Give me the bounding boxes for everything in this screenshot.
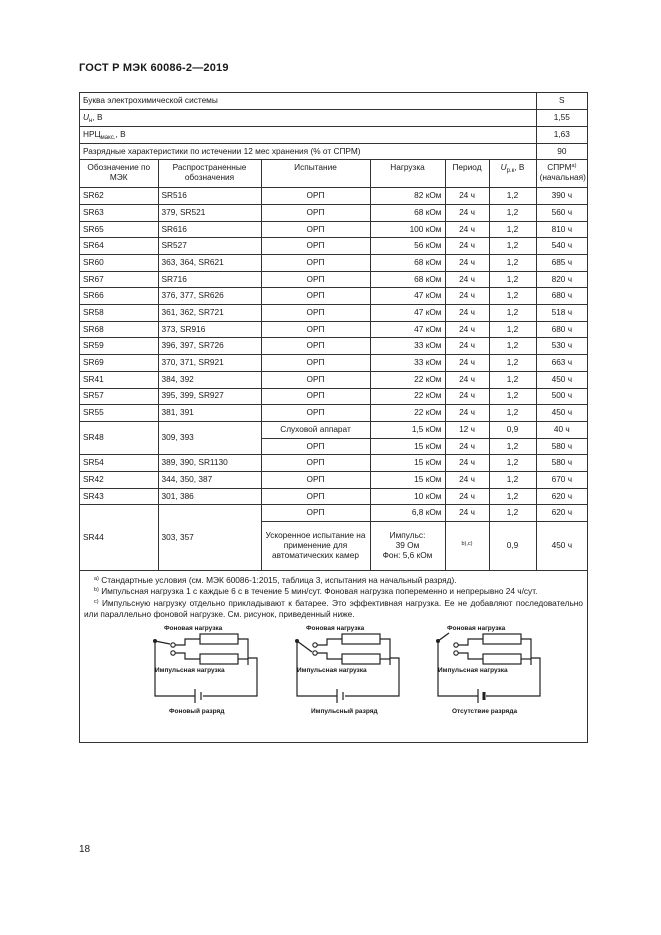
cell-spm: 685 ч — [536, 255, 587, 272]
system-row — [80, 93, 587, 110]
cell-test: ОРП — [261, 405, 370, 422]
header-common: Распространенные обозначения — [158, 160, 261, 188]
header-row — [80, 160, 587, 188]
page-number: 18 — [79, 844, 91, 855]
cell-period: 12 ч — [445, 421, 489, 438]
cell-period: 24 ч — [445, 438, 489, 455]
circuit-diagram — [287, 621, 412, 731]
table-row — [80, 388, 587, 405]
cell-test: ОРП — [261, 321, 370, 338]
cell-period: 24 ч — [445, 355, 489, 372]
cell-test: ОРП — [261, 471, 370, 488]
battery-spec-table — [80, 93, 587, 571]
cell-common: 344, 350, 387 — [158, 471, 261, 488]
table-row — [80, 238, 587, 255]
discharge-label: Разрядные характеристики по истечении 12 мес хранения (% от СПРМ) — [80, 143, 536, 160]
cell-load: 47 кОм — [370, 305, 445, 322]
footnotes — [80, 570, 587, 621]
cell-spm: 810 ч — [536, 221, 587, 238]
cell-designation: SR66 — [80, 288, 158, 305]
cell-load: 33 кОм — [370, 355, 445, 372]
cell-spm: 670 ч — [536, 471, 587, 488]
cell-period: 24 ч — [445, 255, 489, 272]
cell-test: ОРП — [261, 288, 370, 305]
background-load-label: Фоновая нагрузка — [447, 624, 506, 632]
cell-spm: 390 ч — [536, 188, 587, 205]
cell-period: 24 ч — [445, 371, 489, 388]
cell-voltage: 1,2 — [489, 338, 536, 355]
cell-spm: 40 ч — [536, 421, 587, 438]
cell-voltage: 1,2 — [489, 305, 536, 322]
table-row — [80, 455, 587, 472]
cell-load: 10 кОм — [370, 488, 445, 505]
cell-load: 82 кОм — [370, 188, 445, 205]
cell-common: 384, 392 — [158, 371, 261, 388]
cell-voltage: 0,9 — [489, 421, 536, 438]
cell-period: 24 ч — [445, 321, 489, 338]
cell-common: 379, SR521 — [158, 204, 261, 221]
cell-spm: 450 ч — [536, 522, 587, 571]
cell-test: ОРП — [261, 188, 370, 205]
table-row — [80, 288, 587, 305]
footnote-b: $^{b)}$ Импульсная нагрузка 1 с каждые 6 с в течение 5 мин/сут. Фоновая нагрузка попеременно и непрерывно 24 ч/сут. — [94, 586, 538, 597]
table-row — [80, 271, 587, 288]
cell-load: 6,8 кОм — [370, 505, 445, 522]
cell-load: 68 кОм — [370, 271, 445, 288]
cell-common: SR516 — [158, 188, 261, 205]
cell-spm: 620 ч — [536, 505, 587, 522]
cell-test: ОРП — [261, 238, 370, 255]
header-designation: Обозначение по МЭК — [80, 160, 158, 188]
max-ocv-value: 1,63 — [536, 126, 587, 143]
cell-spm: 620 ч — [536, 488, 587, 505]
cell-test: ОРП — [261, 305, 370, 322]
cell-designation: SR48 — [80, 421, 158, 454]
header-test: Испытание — [261, 160, 370, 188]
cell-load: 56 кОм — [370, 238, 445, 255]
cell-load: 22 кОм — [370, 371, 445, 388]
cell-common: 361, 362, SR721 — [158, 305, 261, 322]
discharge-row — [80, 143, 587, 160]
footnote-a: $^{a)}$ Стандартные условия (см. МЭК 60086-1:2015, таблица 3, испытания на начальный разряд). — [94, 575, 457, 585]
table-row — [80, 321, 587, 338]
diagram-caption: Фоновый разряд — [169, 707, 225, 715]
cell-voltage: 1,2 — [489, 255, 536, 272]
cell-spm: 450 ч — [536, 405, 587, 422]
cell-load: 22 кОм — [370, 388, 445, 405]
cell-voltage: 1,2 — [489, 221, 536, 238]
system-value: S — [536, 93, 587, 110]
cell-period: 24 ч — [445, 204, 489, 221]
system-label: Буква электрохимической системы — [80, 93, 536, 110]
cell-common: 395, 399, SR927 — [158, 388, 261, 405]
cell-test: ОРП — [261, 204, 370, 221]
cell-test: ОРП — [261, 505, 370, 522]
background-load-label: Фоновая нагрузка — [306, 624, 365, 632]
cell-load: 47 кОм — [370, 288, 445, 305]
cell-voltage: 1,2 — [489, 471, 536, 488]
cell-designation: SR68 — [80, 321, 158, 338]
cell-designation: SR67 — [80, 271, 158, 288]
cell-period: 24 ч — [445, 271, 489, 288]
cell-period: 24 ч — [445, 488, 489, 505]
cell-period: 24 ч — [445, 471, 489, 488]
table-row — [80, 505, 587, 522]
pulse-load-label: Импульсная нагрузка — [438, 666, 508, 674]
cell-common: 370, 371, SR921 — [158, 355, 261, 372]
cell-designation: SR64 — [80, 238, 158, 255]
cell-spm: 580 ч — [536, 455, 587, 472]
cell-test: ОРП — [261, 388, 370, 405]
table-row — [80, 338, 587, 355]
cell-designation: SR42 — [80, 471, 158, 488]
cell-voltage: 1,2 — [489, 505, 536, 522]
pulse-load-label: Импульсная нагрузка — [297, 666, 367, 674]
nominal-voltage-label: $U_н$, В — [80, 110, 536, 127]
cell-common: SR527 — [158, 238, 261, 255]
cell-test: ОРП — [261, 338, 370, 355]
header-spm: $СПРМ^{а)}$ (начальная) — [536, 160, 587, 188]
cell-spm: 500 ч — [536, 388, 587, 405]
cell-designation: SR41 — [80, 371, 158, 388]
max-ocv-row — [80, 126, 587, 143]
table-row — [80, 355, 587, 372]
cell-spm: 518 ч — [536, 305, 587, 322]
cell-load: 15 кОм — [370, 438, 445, 455]
cell-spm: 680 ч — [536, 321, 587, 338]
cell-test: ОРП — [261, 221, 370, 238]
cell-common: 309, 393 — [158, 421, 261, 454]
cell-designation: SR60 — [80, 255, 158, 272]
cell-load: 47 кОм — [370, 321, 445, 338]
table-row — [80, 204, 587, 221]
cell-period: 24 ч — [445, 455, 489, 472]
circuit-diagram — [428, 621, 553, 731]
cell-voltage: 1,2 — [489, 271, 536, 288]
cell-voltage: 1,2 — [489, 488, 536, 505]
cell-designation: SR59 — [80, 338, 158, 355]
diagram-caption: Отсутствие разряда — [452, 707, 518, 715]
cell-load: Импульс: 39 Ом Фон: 5,6 кОм — [370, 522, 445, 571]
table-row — [80, 471, 587, 488]
cell-designation: SR69 — [80, 355, 158, 372]
cell-load: 15 кОм — [370, 471, 445, 488]
cell-period: 24 ч — [445, 305, 489, 322]
cell-voltage: 0,9 — [489, 522, 536, 571]
cell-designation: SR55 — [80, 405, 158, 422]
table-row — [80, 421, 587, 438]
cell-period: 24 ч — [445, 288, 489, 305]
cell-period: 24 ч — [445, 221, 489, 238]
cell-period: 24 ч — [445, 338, 489, 355]
cell-voltage: 1,2 — [489, 188, 536, 205]
header-period: Период — [445, 160, 489, 188]
cell-common: SR616 — [158, 221, 261, 238]
cell-load: 15 кОм — [370, 455, 445, 472]
cell-voltage: 1,2 — [489, 388, 536, 405]
cell-designation: SR62 — [80, 188, 158, 205]
cell-test: ОРП — [261, 438, 370, 455]
cell-load: 68 кОм — [370, 204, 445, 221]
cell-test: Слуховой аппарат — [261, 421, 370, 438]
cell-period: b),c) — [445, 522, 489, 571]
cell-test: ОРП — [261, 355, 370, 372]
max-ocv-label: $НРЦ_{макс.}$, В — [80, 126, 536, 143]
cell-test: ОРП — [261, 488, 370, 505]
cell-load: 22 кОм — [370, 405, 445, 422]
cell-spm: 560 ч — [536, 204, 587, 221]
cell-voltage: 1,2 — [489, 288, 536, 305]
cell-common: 396, 397, SR726 — [158, 338, 261, 355]
cell-test: ОРП — [261, 455, 370, 472]
header-voltage: $U_{р.к}$, В — [489, 160, 536, 188]
cell-voltage: 1,2 — [489, 238, 536, 255]
cell-voltage: 1,2 — [489, 204, 536, 221]
cell-period: 24 ч — [445, 405, 489, 422]
pulse-load-label: Импульсная нагрузка — [155, 666, 225, 674]
cell-common: 303, 357 — [158, 505, 261, 571]
cell-voltage: 1,2 — [489, 405, 536, 422]
cell-period: 24 ч — [445, 188, 489, 205]
table-row — [80, 488, 587, 505]
footnote-c: $^{c)}$ Импульсную нагрузку отдельно прикладывают к батарее. Это эффективная нагрузка. Ее не добавляют последовательно или параллельно фоновой нагрузке. См. рисунок, приведенный ниже. — [84, 597, 583, 620]
table-row — [80, 188, 587, 205]
cell-test: ОРП — [261, 255, 370, 272]
cell-spm: 680 ч — [536, 288, 587, 305]
cell-designation: SR43 — [80, 488, 158, 505]
cell-common: 376, 377, SR626 — [158, 288, 261, 305]
table-row — [80, 371, 587, 388]
cell-spm: 450 ч — [536, 371, 587, 388]
cell-common: 363, 364, SR621 — [158, 255, 261, 272]
cell-period: 24 ч — [445, 238, 489, 255]
cell-voltage: 1,2 — [489, 438, 536, 455]
standard-title: ГОСТ Р МЭК 60086-2—2019 — [79, 62, 229, 74]
header-load: Нагрузка — [370, 160, 445, 188]
cell-designation: SR57 — [80, 388, 158, 405]
cell-voltage: 1,2 — [489, 455, 536, 472]
cell-load: 33 кОм — [370, 338, 445, 355]
cell-test: Ускоренное испытание на применение для автоматических камер — [261, 522, 370, 571]
cell-load: 1,5 кОм — [370, 421, 445, 438]
cell-load: 68 кОм — [370, 255, 445, 272]
cell-spm: 820 ч — [536, 271, 587, 288]
cell-test: ОРП — [261, 371, 370, 388]
cell-voltage: 1,2 — [489, 371, 536, 388]
cell-designation: SR65 — [80, 221, 158, 238]
discharge-value: 90 — [536, 143, 587, 160]
table-row — [80, 305, 587, 322]
cell-spm: 663 ч — [536, 355, 587, 372]
circuit-diagrams — [80, 621, 587, 733]
cell-period: 24 ч — [445, 505, 489, 522]
cell-load: 100 кОм — [370, 221, 445, 238]
cell-period: 24 ч — [445, 388, 489, 405]
cell-voltage: 1,2 — [489, 355, 536, 372]
cell-common: 301, 386 — [158, 488, 261, 505]
cell-common: 373, SR916 — [158, 321, 261, 338]
diagram-caption: Импульсный разряд — [311, 707, 378, 715]
cell-spm: 530 ч — [536, 338, 587, 355]
table-row — [80, 405, 587, 422]
cell-spm: 580 ч — [536, 438, 587, 455]
nominal-voltage-row — [80, 110, 587, 127]
background-load-label: Фоновая нагрузка — [164, 624, 223, 632]
cell-designation: SR54 — [80, 455, 158, 472]
cell-designation: SR58 — [80, 305, 158, 322]
cell-designation: SR44 — [80, 505, 158, 571]
cell-common: 389, 390, SR1130 — [158, 455, 261, 472]
cell-test: ОРП — [261, 271, 370, 288]
nominal-voltage-value: 1,55 — [536, 110, 587, 127]
table-row — [80, 221, 587, 238]
table-row — [80, 255, 587, 272]
cell-voltage: 1,2 — [489, 321, 536, 338]
specification-frame — [79, 92, 588, 743]
cell-spm: 540 ч — [536, 238, 587, 255]
circuit-diagram — [145, 621, 270, 731]
cell-common: SR716 — [158, 271, 261, 288]
cell-designation: SR63 — [80, 204, 158, 221]
cell-common: 381, 391 — [158, 405, 261, 422]
